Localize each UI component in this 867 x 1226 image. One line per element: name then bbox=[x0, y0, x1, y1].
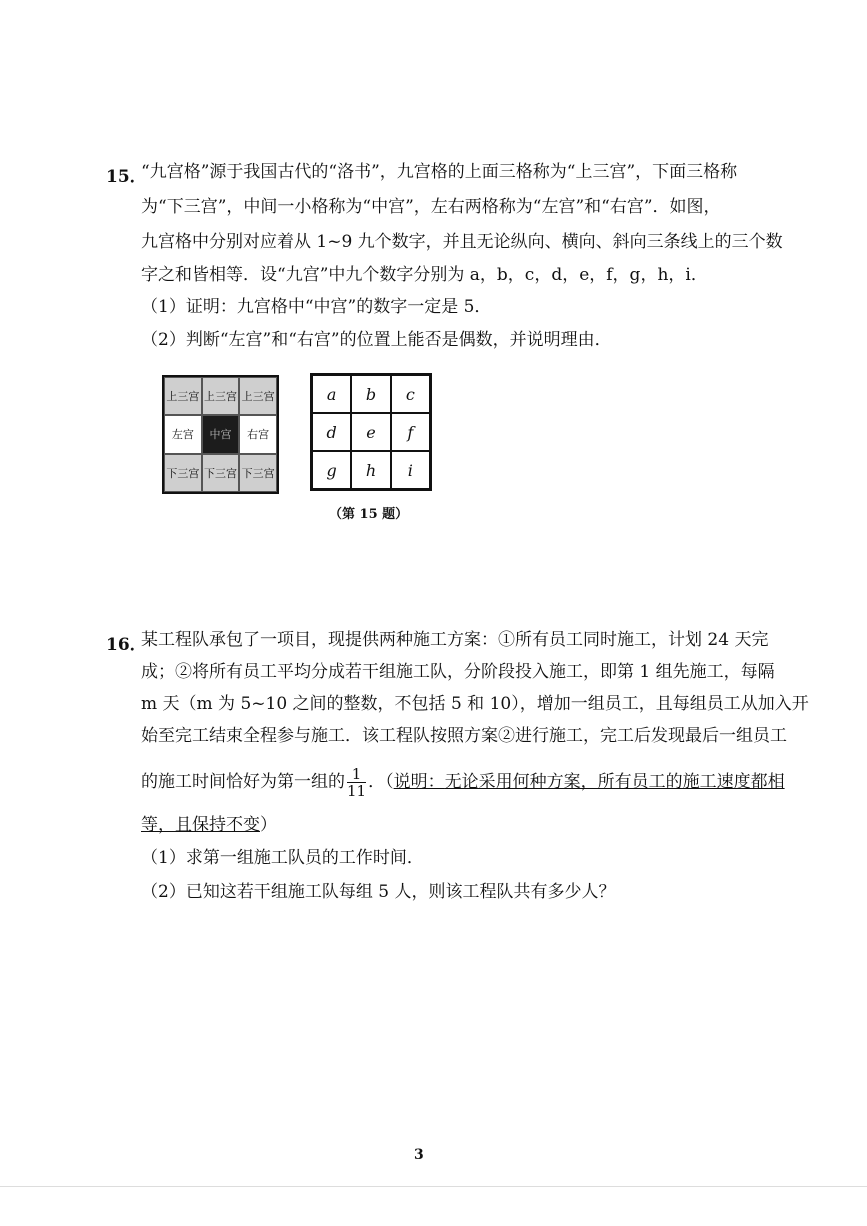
q15-line-4: 字之和皆相等．设“九宫”中九个数字分别为 a，b，c，d，e，f，g，h，i． bbox=[141, 265, 708, 285]
palace-cell: 上三宫 bbox=[164, 377, 202, 415]
q16-line-6 bbox=[141, 815, 277, 835]
palace-cell: 下三宫 bbox=[164, 454, 202, 492]
fraction-denominator: 11 bbox=[347, 782, 367, 800]
q16-line-3: m 天（m 为 5~10 之间的整数，不包括 5 和 10），增加一组员工，且每组员工从加入开 bbox=[141, 694, 809, 714]
fraction-numerator: 1 bbox=[351, 765, 362, 783]
letter-cell: i bbox=[391, 451, 430, 489]
q15-line-2: 为“下三宫”，中间一小格称为“中宫”，左右两格称为“左宫”和“右宫”．如图， bbox=[141, 197, 721, 217]
figure-caption: （第 15 题） bbox=[329, 507, 409, 522]
note-text-continued: 等，且保持不变 bbox=[141, 815, 260, 835]
q15-subquestion-1: （1）证明：九宫格中“中宫”的数字一定是 5． bbox=[141, 297, 492, 317]
q16-line-5-punct: ．（ bbox=[368, 772, 394, 792]
q16-line-4: 始至完工结束全程参与施工．该工程队按照方案②进行施工，完工后发现最后一组员工 bbox=[141, 726, 787, 746]
q15-subquestion-2: （2）判断“左宫”和“右宫”的位置上能否是偶数，并说明理由． bbox=[141, 330, 612, 350]
letter-cell: a bbox=[312, 375, 351, 413]
footer-divider bbox=[0, 1186, 867, 1187]
q16-line-5 bbox=[141, 764, 785, 800]
palace-cell: 上三宫 bbox=[239, 377, 277, 415]
page-number: 3 bbox=[414, 1147, 424, 1163]
letter-cell: d bbox=[312, 413, 351, 451]
fraction-one-eleventh bbox=[347, 766, 366, 799]
palace-cell: 右宫 bbox=[239, 415, 277, 453]
palace-grid-figure bbox=[162, 375, 279, 494]
palace-cell: 下三宫 bbox=[239, 454, 277, 492]
q15-line-3: 九宫格中分别对应着从 1~9 九个数字，并且无论纵向、横向、斜向三条线上的三个数 bbox=[141, 232, 783, 252]
q15-line-1: “九宫格”源于我国古代的“洛书”，九宫格的上面三格称为“上三宫”，下面三格称 bbox=[141, 162, 738, 182]
letter-cell: b bbox=[351, 375, 390, 413]
palace-cell: 上三宫 bbox=[202, 377, 240, 415]
letter-cell: g bbox=[312, 451, 351, 489]
q16-line-5-text: 的施工时间恰好为第一组的 bbox=[141, 772, 345, 792]
question-number-16: 16． bbox=[106, 635, 147, 655]
note-text: 无论采用何种方案，所有员工的施工速度都相 bbox=[444, 772, 785, 792]
note-close: ） bbox=[260, 815, 277, 835]
q16-line-1: 某工程队承包了一项目，现提供两种施工方案：①所有员工同时施工，计划 24 天完 bbox=[141, 630, 769, 650]
q16-subquestion-1: （1）求第一组施工队员的工作时间． bbox=[141, 848, 424, 868]
palace-cell: 中宫 bbox=[202, 415, 240, 453]
letter-cell: h bbox=[351, 451, 390, 489]
question-number-15: 15． bbox=[106, 167, 147, 187]
letter-cell: c bbox=[391, 375, 430, 413]
q16-line-2: 成；②将所有员工平均分成若干组施工队，分阶段投入施工，即第 1 组先施工，每隔 bbox=[141, 662, 775, 682]
q16-subquestion-2: （2）已知这若干组施工队每组 5 人，则该工程队共有多少人？ bbox=[141, 882, 616, 902]
letter-cell: e bbox=[351, 413, 390, 451]
note-label: 说明： bbox=[393, 772, 445, 792]
letter-grid-figure bbox=[310, 373, 432, 491]
palace-cell: 下三宫 bbox=[202, 454, 240, 492]
letter-cell: f bbox=[391, 413, 430, 451]
palace-cell: 左宫 bbox=[164, 415, 202, 453]
